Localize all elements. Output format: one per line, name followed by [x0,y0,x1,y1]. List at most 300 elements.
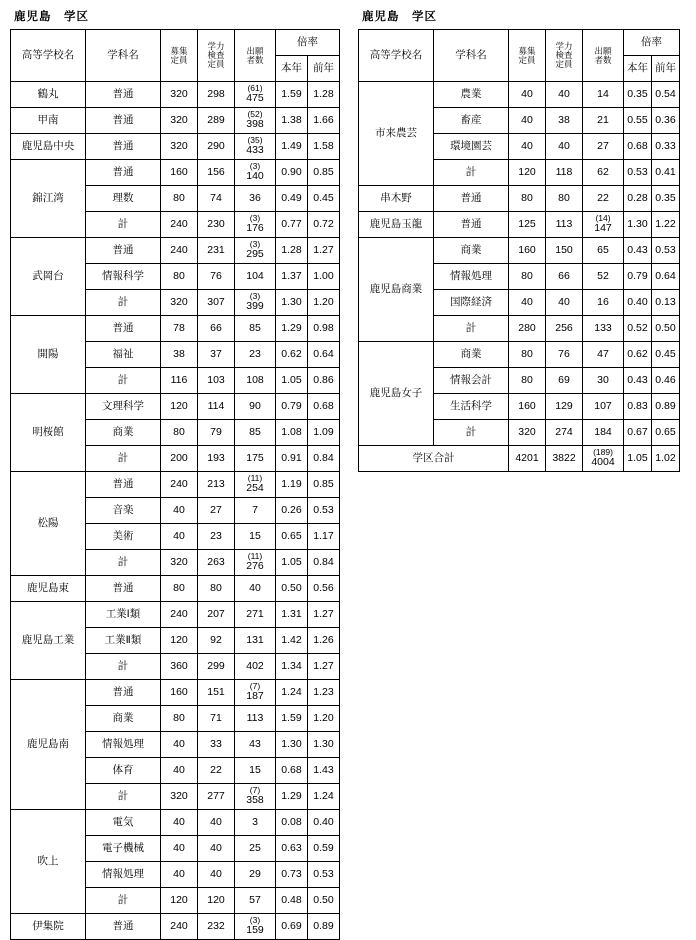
cell-capacity: 80 [161,576,198,602]
cell-capacity: 40 [161,524,198,550]
cell-capacity: 320 [509,420,546,446]
header-applicants-line1: 出願 [246,45,264,56]
cell-course: 体育 [86,758,161,784]
cell-applicants: 113 [235,706,276,732]
cell-exam-capacity: 114 [198,394,235,420]
cell-exam-capacity: 22 [198,758,235,784]
total-label: 学区合計 [359,446,509,472]
cell-school: 錦江湾 [11,160,86,238]
cell-exam-capacity: 66 [546,264,583,290]
cell-rate-this-year: 1.28 [276,238,308,264]
applicants-count: 187 [246,690,264,703]
cell-course: 普通 [86,914,161,940]
cell-capacity: 120 [509,160,546,186]
cell-course: 電気 [86,810,161,836]
table-row [359,238,680,264]
cell-capacity: 320 [161,784,198,810]
cell-rate-this-year: 0.28 [624,186,652,212]
cell-capacity: 80 [509,186,546,212]
cell-course: 理数 [86,186,161,212]
cell-course: 情報処理 [434,264,509,290]
cell-rate-prev-year: 0.41 [652,160,680,186]
cell-applicants: 21 [583,108,624,134]
cell-course: 普通 [86,472,161,498]
cell-capacity: 160 [161,160,198,186]
cell-applicants: 16 [583,290,624,316]
cell-capacity: 120 [161,628,198,654]
cell-course: 計 [434,316,509,342]
cell-applicants: 36 [235,186,276,212]
cell-exam-capacity: 118 [546,160,583,186]
table-row [11,810,340,836]
cell-course: 普通 [434,212,509,238]
cell-exam-capacity: 23 [198,524,235,550]
header-rate-this-year: 本年 [624,56,652,82]
cell-applicants: 43 [235,732,276,758]
cell-exam-capacity: 33 [198,732,235,758]
total-capacity: 4201 [509,446,546,472]
cell-capacity: 40 [161,498,198,524]
cell-exam-capacity: 298 [198,82,235,108]
header-applicants-line1: 出願 [594,45,612,56]
cell-exam-capacity: 40 [198,810,235,836]
cell-course: 電子機械 [86,836,161,862]
cell-capacity: 40 [161,810,198,836]
cell-applicants: 271 [235,602,276,628]
header-course: 学科名 [434,30,509,82]
cell-rate-this-year: 0.68 [624,134,652,160]
table-row [359,82,680,108]
cell-rate-this-year: 0.55 [624,108,652,134]
cell-applicants: 22 [583,186,624,212]
cell-exam-capacity: 80 [198,576,235,602]
right-table [358,29,680,472]
header-capacity-line1: 募集 [170,45,188,56]
applicants-extra: (14) [595,213,611,224]
cell-rate-prev-year: 1.30 [308,732,340,758]
cell-rate-prev-year: 0.45 [652,342,680,368]
cell-rate-prev-year: 1.20 [308,290,340,316]
cell-exam-capacity: 156 [198,160,235,186]
cell-applicants: 23 [235,342,276,368]
cell-school: 鹿児島東 [11,576,86,602]
cell-rate-this-year: 1.29 [276,316,308,342]
cell-exam-capacity: 76 [198,264,235,290]
cell-rate-prev-year: 1.17 [308,524,340,550]
cell-capacity: 240 [161,602,198,628]
cell-exam-capacity: 290 [198,134,235,160]
cell-rate-this-year: 0.79 [276,394,308,420]
cell-rate-prev-year: 0.13 [652,290,680,316]
cell-exam-capacity: 120 [198,888,235,914]
cell-course: 計 [86,212,161,238]
cell-course: 畜産 [434,108,509,134]
cell-capacity: 320 [161,108,198,134]
table-row [11,134,340,160]
applicants-extra: (3) [249,213,261,224]
cell-capacity: 116 [161,368,198,394]
cell-school: 甲南 [11,108,86,134]
cell-capacity: 40 [161,758,198,784]
applicants-extra: (11) [247,473,263,484]
cell-rate-this-year: 0.69 [276,914,308,940]
cell-school: 鹿児島南 [11,680,86,810]
applicants-extra: (52) [247,109,263,120]
cell-capacity: 240 [161,238,198,264]
cell-rate-prev-year: 1.26 [308,628,340,654]
cell-course: 普通 [86,160,161,186]
cell-rate-this-year: 0.90 [276,160,308,186]
cell-applicants: 402 [235,654,276,680]
applicants-count: 276 [246,560,264,573]
applicants-count: 295 [246,248,264,261]
cell-rate-this-year: 1.29 [276,784,308,810]
applicants-count: 358 [246,794,264,807]
cell-applicants: 57 [235,888,276,914]
cell-exam-capacity: 40 [546,134,583,160]
cell-rate-this-year: 0.50 [276,576,308,602]
cell-rate-prev-year: 0.53 [308,498,340,524]
cell-applicants: 107 [583,394,624,420]
right-table-header [359,30,680,82]
cell-exam-capacity: 40 [198,836,235,862]
cell-applicants: 25 [235,836,276,862]
cell-rate-prev-year: 0.46 [652,368,680,394]
applicants-count: 176 [246,222,264,235]
table-row [359,186,680,212]
cell-course: 計 [86,654,161,680]
cell-rate-prev-year: 1.24 [308,784,340,810]
cell-rate-prev-year: 0.40 [308,810,340,836]
cell-rate-this-year: 0.43 [624,368,652,394]
cell-applicants: 7 [235,498,276,524]
table-row [359,212,680,238]
cell-course: 商業 [86,706,161,732]
cell-school: 松陽 [11,472,86,576]
applicants-extra: (11) [247,551,263,562]
cell-rate-this-year: 1.34 [276,654,308,680]
header-rate-prev-year: 前年 [308,56,340,82]
cell-rate-prev-year: 0.53 [308,862,340,888]
cell-rate-this-year: 0.68 [276,758,308,784]
cell-capacity: 40 [161,836,198,862]
header-row [11,30,340,56]
cell-rate-prev-year: 0.85 [308,160,340,186]
cell-exam-capacity: 231 [198,238,235,264]
cell-applicants: 15 [235,524,276,550]
cell-rate-prev-year: 0.65 [652,420,680,446]
applicants-extra: (3) [249,161,261,172]
cell-applicants: 47 [583,342,624,368]
cell-school: 武岡台 [11,238,86,316]
cell-capacity: 240 [161,472,198,498]
cell-course: 普通 [86,238,161,264]
cell-exam-capacity: 69 [546,368,583,394]
cell-capacity: 160 [161,680,198,706]
cell-course: 環境園芸 [434,134,509,160]
left-panel [10,0,350,940]
table-row [11,108,340,134]
applicants-extra: (3) [249,291,261,302]
cell-rate-prev-year: 1.22 [652,212,680,238]
total-rate-prev-year: 1.02 [652,446,680,472]
table-row [359,342,680,368]
cell-applicants: 85 [235,420,276,446]
cell-exam-capacity: 92 [198,628,235,654]
cell-exam-capacity: 193 [198,446,235,472]
cell-capacity: 360 [161,654,198,680]
cell-applicants [235,472,276,498]
cell-school: 鹿児島中央 [11,134,86,160]
applicants-count: 398 [246,118,264,131]
cell-rate-this-year: 0.43 [624,238,652,264]
cell-exam-capacity: 38 [546,108,583,134]
cell-rate-this-year: 1.31 [276,602,308,628]
applicants-count: 254 [246,482,264,495]
cell-rate-prev-year: 0.36 [652,108,680,134]
applicants-count: 159 [246,924,264,937]
cell-applicants: 40 [235,576,276,602]
cell-course: 計 [86,368,161,394]
cell-course: 計 [86,888,161,914]
cell-exam-capacity: 76 [546,342,583,368]
cell-capacity: 40 [509,290,546,316]
cell-course: 工業Ⅱ類 [86,628,161,654]
cell-rate-prev-year: 0.50 [652,316,680,342]
cell-rate-prev-year: 0.45 [308,186,340,212]
cell-rate-prev-year: 0.35 [652,186,680,212]
cell-rate-this-year: 1.59 [276,706,308,732]
table-row [11,316,340,342]
cell-capacity: 40 [509,108,546,134]
cell-rate-prev-year: 0.84 [308,446,340,472]
cell-applicants [235,290,276,316]
cell-exam-capacity: 37 [198,342,235,368]
cell-rate-this-year: 1.19 [276,472,308,498]
cell-applicants: 65 [583,238,624,264]
cell-course: 普通 [86,108,161,134]
table-row [11,160,340,186]
cell-exam-capacity: 207 [198,602,235,628]
cell-rate-this-year: 0.79 [624,264,652,290]
cell-exam-capacity: 27 [198,498,235,524]
header-capacity [509,30,546,82]
header-rate-this-year: 本年 [276,56,308,82]
cell-exam-capacity: 74 [198,186,235,212]
cell-exam-capacity: 40 [198,862,235,888]
cell-applicants: 3 [235,810,276,836]
cell-course: 文理科学 [86,394,161,420]
cell-rate-this-year: 0.83 [624,394,652,420]
cell-exam-capacity: 274 [546,420,583,446]
cell-exam-capacity: 277 [198,784,235,810]
table-row [11,680,340,706]
cell-course: 情報処理 [86,862,161,888]
cell-capacity: 320 [161,550,198,576]
header-rate: 倍率 [624,30,680,56]
cell-rate-this-year: 0.62 [276,342,308,368]
cell-capacity: 38 [161,342,198,368]
cell-course: 商業 [434,342,509,368]
cell-capacity: 120 [161,888,198,914]
header-exam-capacity [546,30,583,82]
cell-rate-prev-year: 1.09 [308,420,340,446]
cell-rate-prev-year: 1.00 [308,264,340,290]
cell-exam-capacity: 299 [198,654,235,680]
header-capacity-line1: 募集 [518,45,536,56]
cell-course: 生活科学 [434,394,509,420]
cell-applicants [235,238,276,264]
cell-rate-this-year: 0.65 [276,524,308,550]
cell-rate-this-year: 1.05 [276,368,308,394]
table-row [11,602,340,628]
cell-rate-prev-year: 1.58 [308,134,340,160]
cell-applicants: 85 [235,316,276,342]
cell-school: 伊集院 [11,914,86,940]
header-school: 高等学校名 [11,30,86,82]
cell-course: 商業 [434,238,509,264]
cell-applicants: 131 [235,628,276,654]
cell-applicants: 52 [583,264,624,290]
cell-rate-this-year: 0.62 [624,342,652,368]
header-exam-line3: 定員 [555,58,573,69]
cell-applicants [235,160,276,186]
cell-rate-prev-year: 0.64 [308,342,340,368]
cell-capacity: 240 [161,212,198,238]
cell-capacity: 80 [161,264,198,290]
right-table-body [359,82,680,472]
cell-rate-this-year: 0.77 [276,212,308,238]
applicants-extra: (3) [249,915,261,926]
header-rate-prev-year: 前年 [652,56,680,82]
cell-capacity: 40 [509,134,546,160]
cell-rate-prev-year: 0.89 [308,914,340,940]
cell-applicants: 62 [583,160,624,186]
cell-rate-prev-year: 0.59 [308,836,340,862]
cell-applicants [583,212,624,238]
header-school: 高等学校名 [359,30,434,82]
cell-course: 情報会計 [434,368,509,394]
cell-applicants [235,134,276,160]
cell-rate-prev-year: 0.53 [652,238,680,264]
cell-exam-capacity: 71 [198,706,235,732]
cell-rate-this-year: 0.48 [276,888,308,914]
applicants-count: 399 [246,300,264,313]
cell-rate-this-year: 1.30 [276,732,308,758]
cell-rate-this-year: 1.08 [276,420,308,446]
cell-exam-capacity: 150 [546,238,583,264]
cell-school: 市来農芸 [359,82,434,186]
cell-school: 吹上 [11,810,86,914]
header-course: 学科名 [86,30,161,82]
cell-exam-capacity: 213 [198,472,235,498]
cell-rate-prev-year: 0.84 [308,550,340,576]
header-exam-line3: 定員 [207,58,225,69]
cell-course: 普通 [86,576,161,602]
cell-course: 普通 [86,680,161,706]
cell-exam-capacity: 40 [546,82,583,108]
cell-capacity: 240 [161,914,198,940]
cell-course: 計 [434,160,509,186]
total-rate-this-year: 1.05 [624,446,652,472]
cell-capacity: 320 [161,134,198,160]
header-exam-line2: 検査 [555,50,573,61]
applicants-count: 140 [246,170,264,183]
cell-course: 普通 [86,316,161,342]
cell-applicants [235,108,276,134]
cell-school: 鹿児島女子 [359,342,434,446]
table-row [11,82,340,108]
cell-rate-this-year: 0.08 [276,810,308,836]
cell-course: 計 [86,446,161,472]
header-exam-line1: 学力 [555,41,573,52]
header-applicants-line2: 者数 [594,54,612,65]
cell-capacity: 80 [161,706,198,732]
cell-school: 鹿児島工業 [11,602,86,680]
cell-rate-this-year: 0.40 [624,290,652,316]
cell-applicants: 184 [583,420,624,446]
cell-capacity: 125 [509,212,546,238]
cell-exam-capacity: 79 [198,420,235,446]
applicants-extra: (35) [247,135,263,146]
cell-school: 鹿児島商業 [359,238,434,342]
cell-rate-prev-year: 1.27 [308,238,340,264]
header-exam-line2: 検査 [207,50,225,61]
cell-course: 農業 [434,82,509,108]
header-applicants-line2: 者数 [246,54,264,65]
applicants-extra: (7) [249,681,261,692]
total-exam-capacity: 3822 [546,446,583,472]
total-applicants-count: 4004 [591,456,615,469]
cell-exam-capacity: 232 [198,914,235,940]
cell-capacity: 160 [509,394,546,420]
cell-course: 音楽 [86,498,161,524]
cell-rate-this-year: 1.49 [276,134,308,160]
cell-applicants: 14 [583,82,624,108]
applicants-extra: (61) [247,83,263,94]
table-row [11,472,340,498]
cell-capacity: 120 [161,394,198,420]
cell-applicants: 90 [235,394,276,420]
cell-applicants: 133 [583,316,624,342]
cell-applicants [235,212,276,238]
cell-rate-prev-year: 1.20 [308,706,340,732]
cell-applicants [235,550,276,576]
cell-course: 普通 [434,186,509,212]
cell-capacity: 78 [161,316,198,342]
cell-applicants: 104 [235,264,276,290]
cell-rate-prev-year: 0.98 [308,316,340,342]
right-panel [358,0,688,472]
cell-rate-prev-year: 0.89 [652,394,680,420]
cell-capacity: 280 [509,316,546,342]
cell-rate-this-year: 1.30 [624,212,652,238]
cell-applicants [235,680,276,706]
cell-rate-prev-year: 1.28 [308,82,340,108]
cell-course: 工業Ⅰ類 [86,602,161,628]
cell-rate-prev-year: 0.85 [308,472,340,498]
cell-rate-prev-year: 1.27 [308,602,340,628]
cell-capacity: 40 [161,732,198,758]
total-applicants-extra: (189) [593,447,613,458]
table-row [11,394,340,420]
cell-rate-prev-year: 0.56 [308,576,340,602]
cell-course: 計 [86,550,161,576]
cell-applicants: 175 [235,446,276,472]
cell-rate-this-year: 0.67 [624,420,652,446]
cell-applicants [235,914,276,940]
cell-course: 商業 [86,420,161,446]
